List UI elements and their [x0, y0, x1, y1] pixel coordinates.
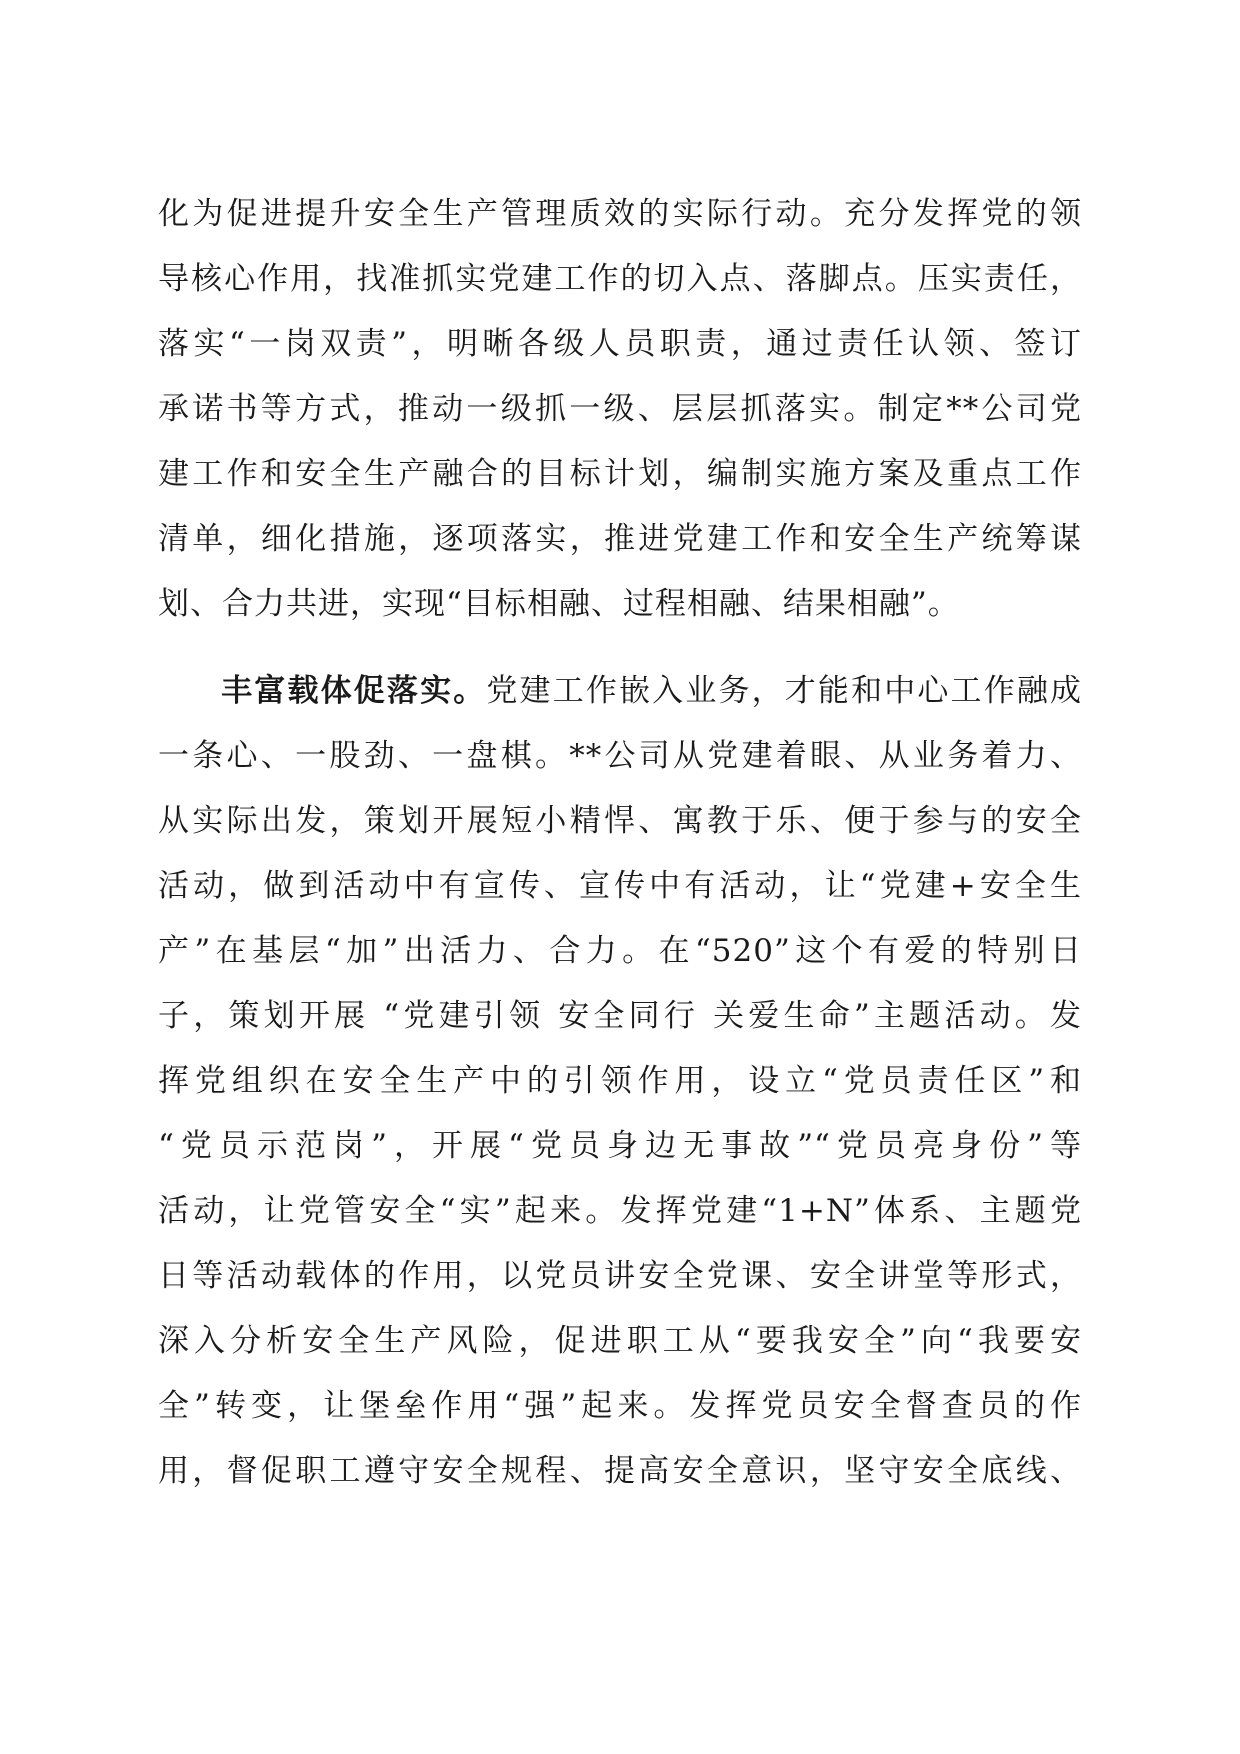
- text-line: 承诺书等方式，推动一级抓一级、层层抓落实。制定**公司党: [158, 391, 1082, 427]
- text-line: 活动，做到活动中有宣传、宣传中有活动，让“党建+安全生: [158, 868, 1082, 904]
- text-line: 用，督促职工遵守安全规程、提高安全意识，坚守安全底线、: [158, 1453, 1082, 1489]
- text-line: “党员示范岗”，开展“党员身边无事故”“党员亮身份”等: [158, 1128, 1082, 1164]
- paragraph-heading: 丰富载体促落实。: [220, 673, 487, 709]
- paragraph-gap: [158, 637, 1082, 659]
- text-line-first: [158, 659, 1082, 724]
- text-line: 建工作和安全生产融合的目标计划，编制实施方案及重点工作: [158, 456, 1082, 492]
- text-line: 产”在基层“加”出活力、合力。在“520”这个有爱的特别日: [158, 933, 1082, 969]
- paragraph: [158, 659, 1082, 1504]
- text-line: 全”转变，让堡垒作用“强”起来。发挥党员安全督查员的作: [158, 1388, 1082, 1424]
- text-line: 子，策划开展 “党建引领 安全同行 关爱生命”主题活动。发: [158, 998, 1082, 1034]
- text-line: 划、合力共进，实现“目标相融、过程相融、结果相融”。: [158, 586, 960, 622]
- text-line: 从实际出发，策划开展短小精悍、寓教于乐、便于参与的安全: [158, 803, 1082, 839]
- text-line: 落实“一岗双责”，明晰各级人员职责，通过责任认领、签订: [158, 326, 1082, 362]
- first-line-text: 党建工作嵌入业务，才能和中心工作融成: [486, 673, 1083, 709]
- text-line: 清单，细化措施，逐项落实，推进党建工作和安全生产统筹谋: [158, 521, 1082, 557]
- text-line: 挥党组织在安全生产中的引领作用，设立“党员责任区”和: [158, 1063, 1082, 1099]
- text-line: 深入分析安全生产风险，促进职工从“要我安全”向“我要安: [158, 1323, 1082, 1359]
- text-line: 导核心作用，找准抓实党建工作的切入点、落脚点。压实责任，: [158, 261, 1082, 297]
- text-line: 一条心、一股劲、一盘棋。**公司从党建着眼、从业务着力、: [158, 738, 1082, 774]
- text-line: 化为促进提升安全生产管理质效的实际行动。充分发挥党的领: [158, 196, 1082, 232]
- text-line: 活动，让党管安全“实”起来。发挥党建“1+N”体系、主题党: [158, 1193, 1082, 1229]
- document-page: [158, 182, 1082, 1504]
- text-line: 日等活动载体的作用，以党员讲安全党课、安全讲堂等形式，: [158, 1258, 1082, 1294]
- paragraph: [158, 182, 1082, 637]
